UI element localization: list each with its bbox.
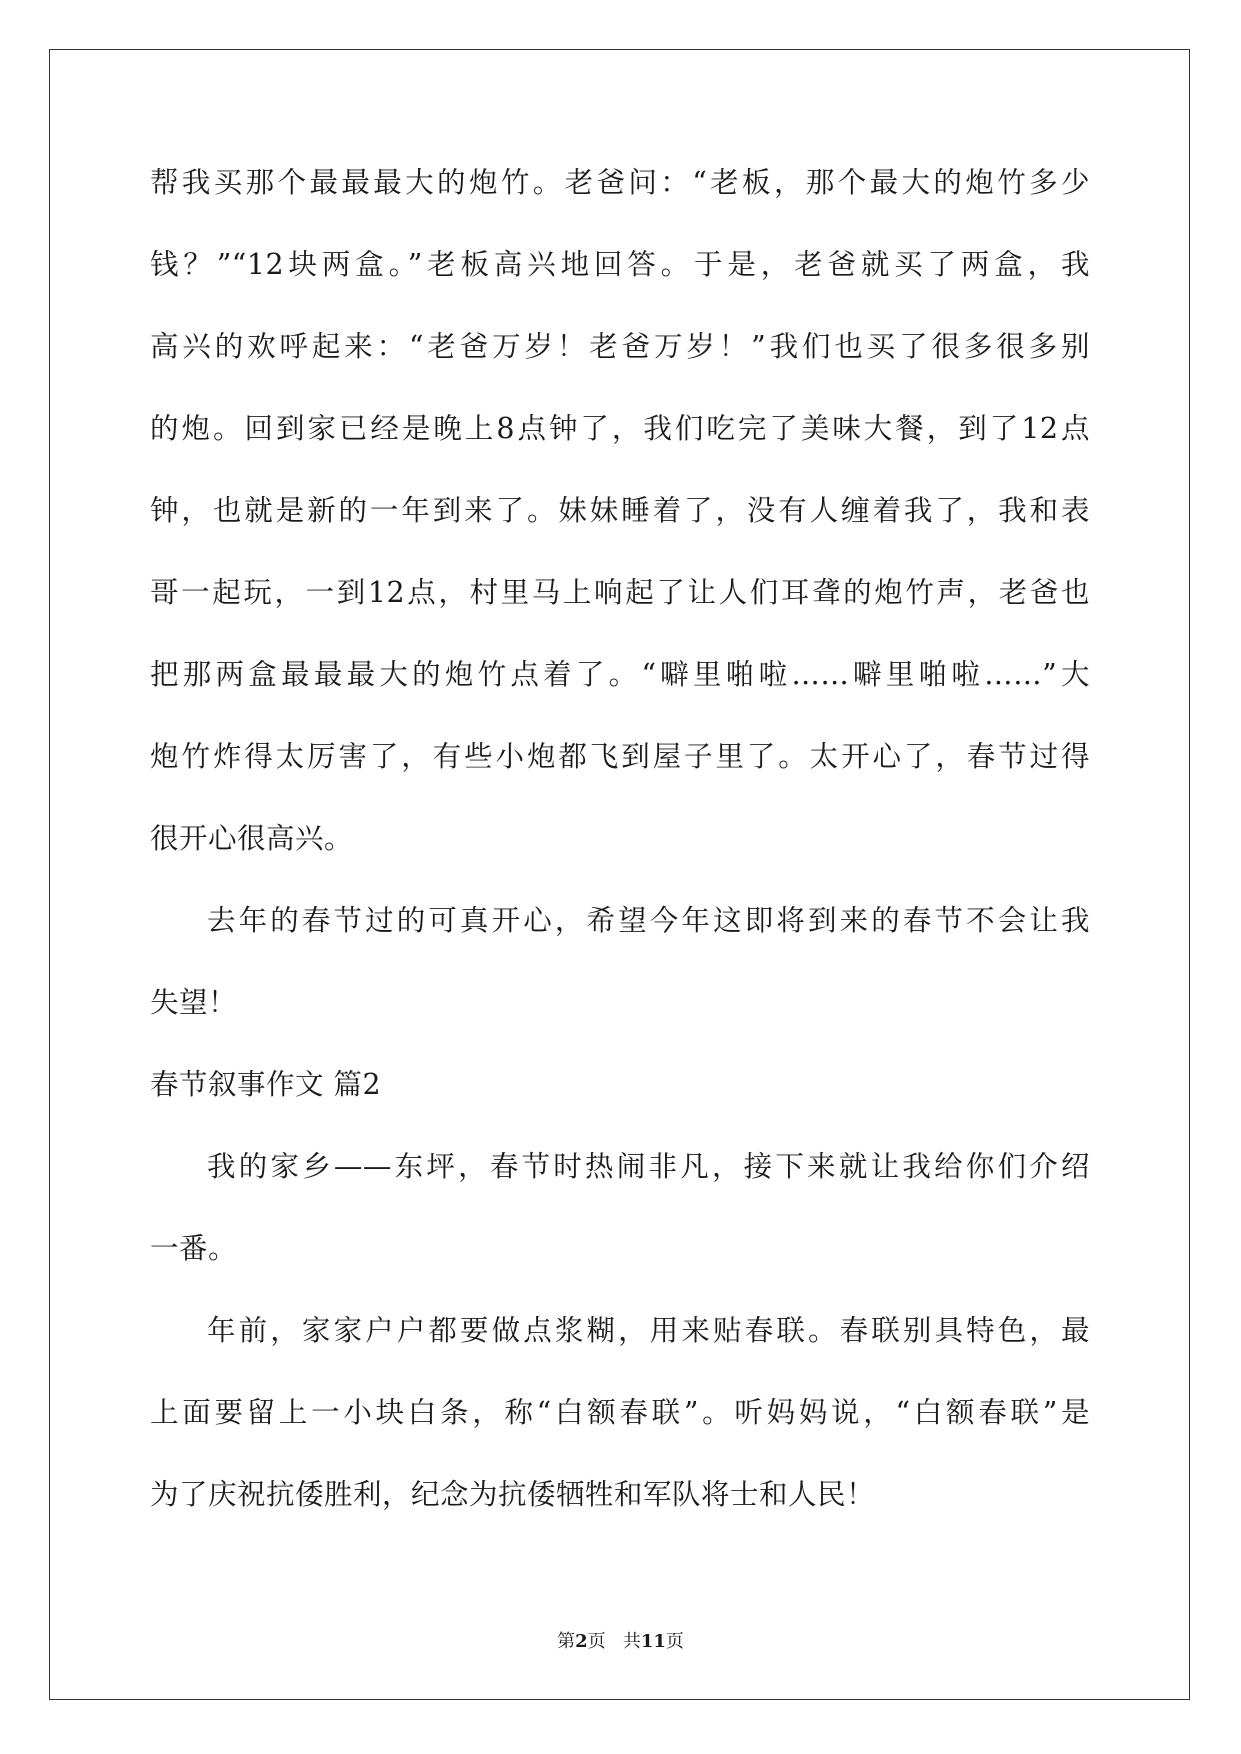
text-line: 的炮。回到家已经是晚上8点钟了，我们吃完了美味大餐，到了12点 <box>150 412 1090 445</box>
page-footer <box>0 1627 1241 1653</box>
total-pages: 11 <box>640 1631 666 1652</box>
text-line: 钟，也就是新的一年到来了。妹妹睡着了，没有人缠着我了，我和表 <box>150 494 1090 527</box>
document-body <box>150 148 1090 1542</box>
text-line: 上面要留上一小块白条，称“白额春联”。听妈妈说，“白额春联”是 <box>150 1396 1090 1429</box>
text-line: 炮竹炸得太厉害了，有些小炮都飞到屋子里了。太开心了，春节过得 <box>150 740 1090 773</box>
section-heading: 春节叙事作文 篇2 <box>150 1068 382 1101</box>
text-line: 钱？”“12块两盒。”老板高兴地回答。于是，老爸就买了两盒，我 <box>150 248 1090 281</box>
total-prefix: 共 <box>622 1631 641 1652</box>
paragraph-first-line: 去年的春节过的可真开心，希望今年这即将到来的春节不会让我 <box>207 904 1090 937</box>
text-line: 把那两盒最最最大的炮竹点着了。“噼里啪啦……噼里啪啦……”大 <box>150 658 1090 691</box>
paragraph-first-line: 我的家乡——东坪，春节时热闹非凡，接下来就让我给你们介绍 <box>207 1150 1090 1183</box>
text-line: 一番。 <box>150 1232 238 1265</box>
page-number: 2 <box>575 1631 588 1652</box>
text-line: 高兴的欢呼起来：“老爸万岁！老爸万岁！”我们也买了很多很多别 <box>150 330 1090 363</box>
text-line: 失望！ <box>150 986 238 1019</box>
text-line: 哥一起玩，一到12点，村里马上响起了让人们耳聋的炮竹声，老爸也 <box>150 576 1090 609</box>
paragraph-first-line: 年前，家家户户都要做点浆糊，用来贴春联。春联别具特色，最 <box>207 1314 1090 1347</box>
page-prefix: 第 <box>557 1631 576 1652</box>
text-line: 为了庆祝抗倭胜利，纪念为抗倭牺牲和军队将士和人民！ <box>150 1478 876 1511</box>
text-line: 帮我买那个最最最大的炮竹。老爸问：“老板，那个最大的炮竹多少 <box>150 166 1090 199</box>
page-suffix: 页 <box>587 1631 606 1652</box>
total-suffix: 页 <box>665 1631 684 1652</box>
text-line: 很开心很高兴。 <box>150 822 354 855</box>
